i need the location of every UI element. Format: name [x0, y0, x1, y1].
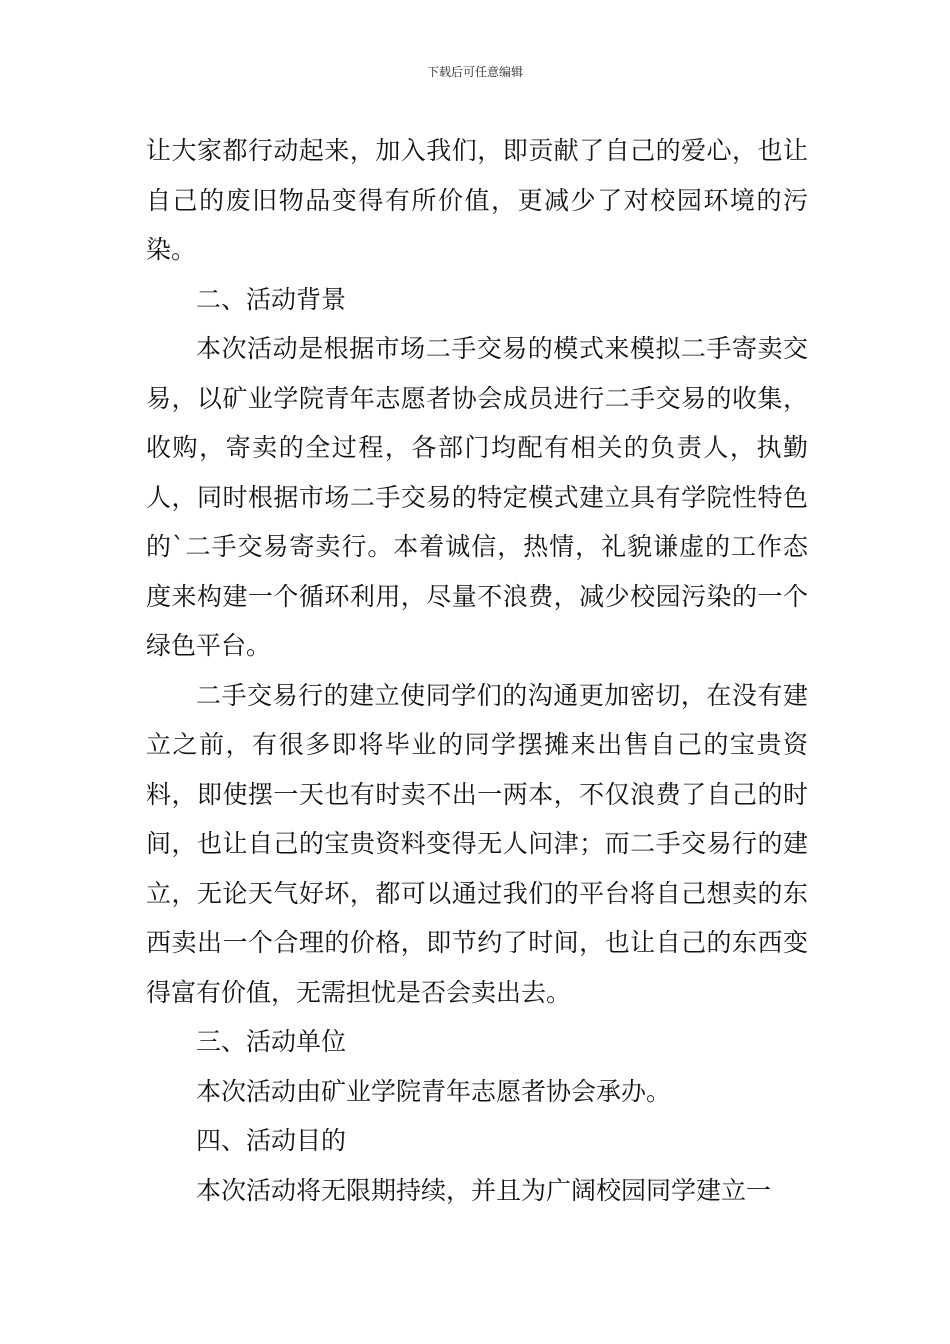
paragraph-purpose: 本次活动将无限期持续，并且为广阔校园同学建立一	[196, 1175, 772, 1205]
page-header: 下载后可任意编辑	[426, 65, 523, 79]
paragraph-trading-house: 二手交易行的建立使同学们的沟通更加密切，在没有建立之前，有很多即将毕业的同学摆摊来出售自己的宝贵资料，即使摆一天也有时卖不出一两本，不仅浪费了自己的时间，也让自己的宝贵资料变得无人问津；而二手交易行的建立，无论天气好坏，都可以通过我们的平台将自己想卖的东西卖出一个合理的价格，即节约了时间，也让自己的东西变得富有价值，无需担忧是否会卖出去。	[146, 680, 808, 1007]
section-heading-background: 二、活动背景	[196, 284, 347, 314]
section-heading-purpose: 四、活动目的	[196, 1126, 347, 1155]
paragraph-continuation: 让大家都行动起来，加入我们，即贡献了自己的爱心，也让自己的废旧物品变得有所价值，更减少了对校园环境的污染。	[146, 136, 808, 264]
paragraph-background: 本次活动是根据市场二手交易的模式来模拟二手寄卖交易，以矿业学院青年志愿者协会成员进行二手交易的收集，收购，寄卖的全过程，各部门均配有相关的负责人，执勤人，同时根据市场二手交易的特定模式建立具有学院性特色的`二手交易寄卖行。本着诚信，热情，礼貌谦虚的工作态度来构建一个循环利用，尽量不浪费，减少校园污染的一个绿色平台。	[146, 334, 808, 660]
paragraph-organizer: 本次活动由矿业学院青年志愿者协会承办。	[196, 1076, 672, 1106]
section-heading-organizer: 三、活动单位	[196, 1027, 347, 1056]
document-body	[146, 126, 808, 1215]
